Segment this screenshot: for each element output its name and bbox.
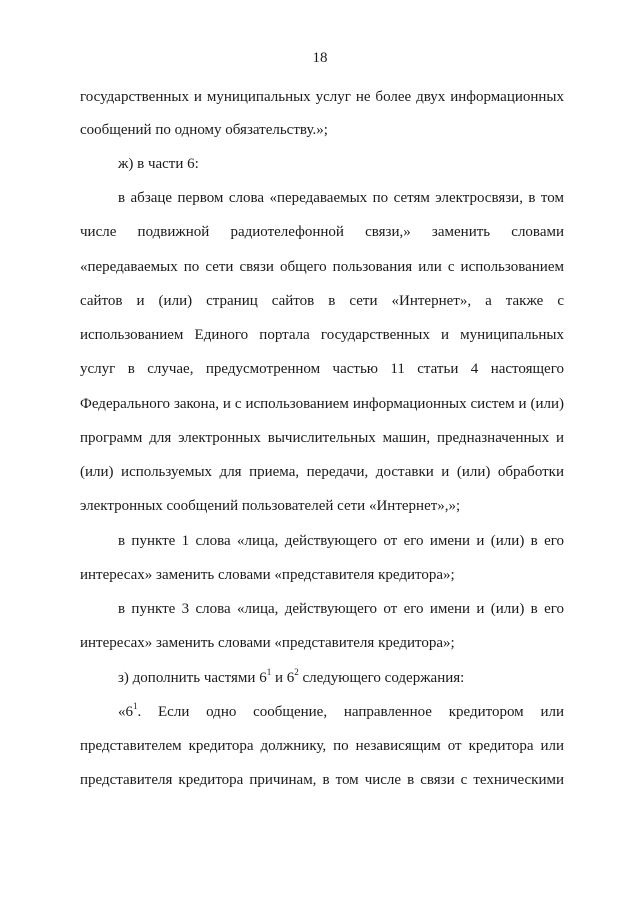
text-line: представителем кредитора должнику, по независящим от кредитора или (80, 738, 564, 754)
text-line: Федерального закона, и с использованием информационных систем и (или) (80, 396, 564, 412)
text-line: использованием Единого портала государственных и муниципальных (80, 327, 564, 343)
text-line: в пункте 1 слова «лица, действующего от его имени и (или) в его (118, 533, 564, 549)
superscript: 2 (294, 667, 299, 677)
text-line: сайтов и (или) страниц сайтов в сети «Интернет», а также с (80, 293, 564, 309)
text-line: интересах» заменить словами «представителя кредитора»; (80, 635, 455, 651)
text-line-parts-6 (118, 669, 564, 687)
text-segment: и 6 (271, 670, 295, 686)
text-segment: «6 (118, 704, 133, 720)
text-line: в абзаце первом слова «передаваемых по сетям электросвязи, в том (118, 190, 564, 206)
text-segment: следующего содержания: (298, 670, 465, 686)
superscript: 1 (266, 667, 272, 677)
page-number: 18 (312, 50, 328, 66)
text-line: в пункте 3 слова «лица, действующего от его имени и (или) в его (118, 601, 564, 617)
text-line: ж) в части 6: (118, 156, 199, 172)
text-line: государственных и муниципальных услуг не более двух информационных (80, 89, 564, 105)
text-line: интересах» заменить словами «представителя кредитора»; (80, 567, 455, 583)
text-line: «передаваемых по сети связи общего пользования или с использованием (80, 259, 564, 275)
text-segment: . Если одно сообщение, направленное кредитором или (137, 704, 564, 720)
text-segment: з) дополнить частями 6 (118, 670, 267, 686)
text-line: представителя кредитора причинам, в том числе в связи с техническими (80, 772, 564, 788)
text-line: числе подвижной радиотелефонной связи,» заменить словами (80, 224, 564, 240)
text-line: (или) используемых для приема, передачи, доставки и (или) обработки (80, 464, 564, 480)
text-line: электронных сообщений пользователей сети «Интернет»,»; (80, 498, 461, 514)
text-line: услуг в случае, предусмотренном частью 11 статьи 4 настоящего (80, 361, 564, 377)
text-line: сообщений по одному обязательству.»; (80, 122, 328, 138)
text-line: программ для электронных вычислительных машин, предназначенных и (80, 430, 564, 446)
superscript: 1 (133, 701, 138, 711)
text-line-part-6-1 (118, 703, 564, 721)
